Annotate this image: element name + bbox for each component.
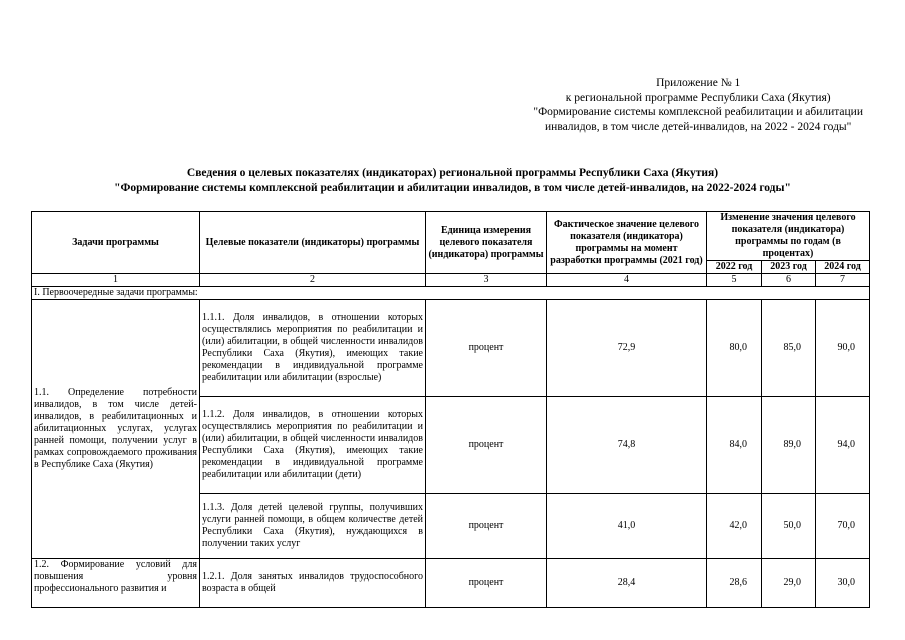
table-row <box>32 559 870 608</box>
value-2024-cell: 90,0 <box>816 300 870 397</box>
value-2023-cell: 89,0 <box>762 397 816 494</box>
document-title <box>0 166 905 195</box>
value-2024-cell: 94,0 <box>816 397 870 494</box>
unit-cell: процент <box>426 300 547 397</box>
actual-value-cell: 41,0 <box>547 494 707 559</box>
col-number: 5 <box>707 274 762 287</box>
header-year-2023: 2023 год <box>762 261 816 274</box>
section-title: I. Первоочередные задачи программы: <box>32 287 870 300</box>
col-number: 7 <box>816 274 870 287</box>
header-indicators: Целевые показатели (индикаторы) программы <box>200 212 426 274</box>
indicator-cell: 1.2.1. Доля занятых инвалидов трудоспособного возраста в общей <box>200 559 426 608</box>
col-number: 2 <box>200 274 426 287</box>
unit-cell: процент <box>426 397 547 494</box>
section-row <box>32 287 870 300</box>
col-number: 1 <box>32 274 200 287</box>
appendix-line-3: "Формирование системы комплексной реабилитации и абилитации <box>533 106 863 118</box>
header-tasks: Задачи программы <box>32 212 200 274</box>
indicator-cell: 1.1.1. Доля инвалидов, в отношении которых осуществлялись мероприятия по реабилитации и (или) абилитации, в общей численности инвалидов Республики Саха (Якутия), имеющих такие рекомендации в индивидуальной программе реабилитации или абилитации (взрослые) <box>200 300 426 397</box>
indicator-cell: 1.1.3. Доля детей целевой группы, получивших услуги ранней помощи, в общем количестве детей Республики Саха (Якутия), нуждающихся в получении таких услуг <box>200 494 426 559</box>
column-numbers-row <box>32 274 870 287</box>
col-number: 4 <box>547 274 707 287</box>
actual-value-cell: 74,8 <box>547 397 707 494</box>
header-actual: Фактическое значение целевого показателя (индикатора) программы на момент разработки программы (2021 год) <box>547 212 707 274</box>
col-number: 6 <box>762 274 816 287</box>
unit-cell: процент <box>426 494 547 559</box>
value-2023-cell: 29,0 <box>762 559 816 608</box>
header-row <box>32 212 870 261</box>
actual-value-cell: 28,4 <box>547 559 707 608</box>
header-year-2022: 2022 год <box>707 261 762 274</box>
value-2022-cell: 84,0 <box>707 397 762 494</box>
value-2024-cell: 70,0 <box>816 494 870 559</box>
header-year-2024: 2024 год <box>816 261 870 274</box>
appendix-line-2: к региональной программе Республики Саха (Якутия) <box>565 91 831 104</box>
task-1-1: 1.1. Определение потребности инвалидов, в том числе детей-инвалидов, в реабилитационных и абилитационных услугах, услугах ранней помощи, получении услуг в рамках сопровождаемого проживания в Республике Саха (Якутия) <box>32 300 200 559</box>
table-row <box>32 300 870 397</box>
title-line-2: "Формирование системы комплексной реабилитации и абилитации инвалидов, в том числе детей-инвалидов, на 2022-2024 годы" <box>114 181 791 194</box>
col-number: 3 <box>426 274 547 287</box>
actual-value-cell: 72,9 <box>547 300 707 397</box>
indicator-cell: 1.1.2. Доля инвалидов, в отношении которых осуществлялись мероприятия по реабилитации и (или) абилитации, в общей численности инвалидов Республики Саха (Якутия), имеющих такие рекомендации в индивидуальной программе реабилитации или абилитации (дети) <box>200 397 426 494</box>
value-2022-cell: 28,6 <box>707 559 762 608</box>
header-change: Изменение значения целевого показателя (индикатора) программы по годам (в процентах) <box>707 212 870 261</box>
task-1-2: 1.2. Формирование условий для повышения уровня профессионального развития и <box>32 559 200 608</box>
value-2022-cell: 80,0 <box>707 300 762 397</box>
indicators-table <box>31 211 870 608</box>
value-2023-cell: 50,0 <box>762 494 816 559</box>
header-unit: Единица измерения целевого показателя (индикатора) программы <box>426 212 547 274</box>
appendix-line-1: Приложение № 1 <box>656 77 741 89</box>
value-2023-cell: 85,0 <box>762 300 816 397</box>
title-line-1: Сведения о целевых показателях (индикаторах) региональной программы Республики Саха (Якутия) <box>186 167 719 179</box>
value-2022-cell: 42,0 <box>707 494 762 559</box>
value-2024-cell: 30,0 <box>816 559 870 608</box>
appendix-block <box>533 76 863 134</box>
unit-cell: процент <box>426 559 547 608</box>
appendix-line-4: инвалидов, в том числе детей-инвалидов, на 2022 - 2024 годы" <box>545 120 852 133</box>
